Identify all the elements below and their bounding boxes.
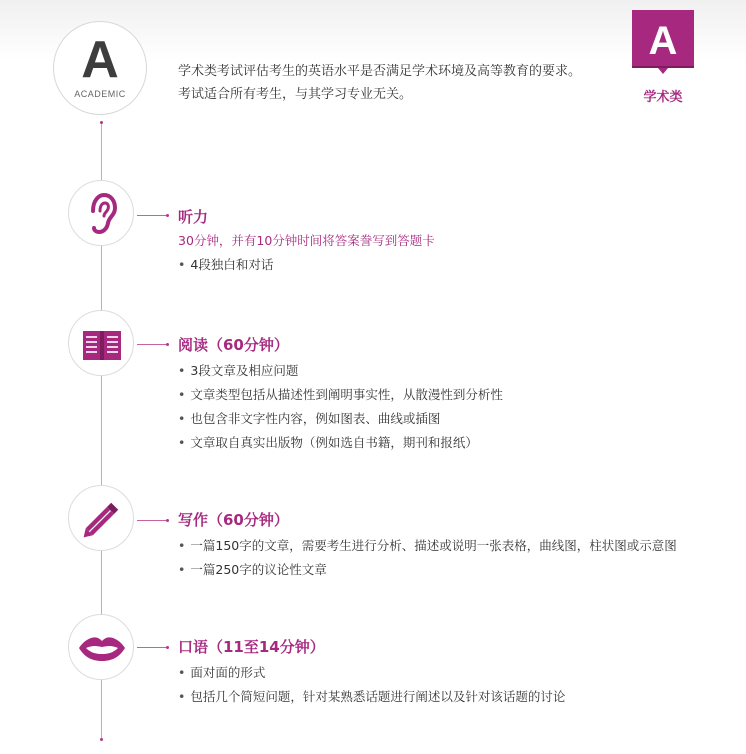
connector-line xyxy=(137,520,167,521)
bookmark-badge-icon xyxy=(632,10,694,76)
list-item: • 文章类型包括从描述性到阐明事实性，从散漫性到分析性 xyxy=(178,383,738,407)
list-item: • 4段独白和对话 xyxy=(178,253,738,277)
speaking-icon-circle xyxy=(68,614,134,680)
section-listening xyxy=(178,207,738,277)
section-title: 阅读（60分钟） xyxy=(178,336,289,354)
academic-logo-circle xyxy=(53,21,147,115)
connector-line xyxy=(137,215,167,216)
section-title: 写作（60分钟） xyxy=(178,511,289,529)
list-item: • 面对面的形式 xyxy=(178,661,738,685)
connector-dot xyxy=(166,214,169,217)
section-writing xyxy=(178,510,738,582)
connector-dot xyxy=(166,519,169,522)
pencil-icon xyxy=(69,486,135,552)
reading-icon-circle xyxy=(68,310,134,376)
badge-letter: A xyxy=(648,19,678,63)
list-item: • 一篇250字的议论性文章 xyxy=(178,558,738,582)
section-reading xyxy=(178,335,738,455)
list-item: • 文章取自真实出版物（例如选自书籍，期刊和报纸） xyxy=(178,431,738,455)
connector-line xyxy=(137,344,167,345)
section-title: 听力 xyxy=(178,208,209,226)
connector-dot xyxy=(166,343,169,346)
section-title: 口语（11至14分钟） xyxy=(178,638,325,656)
academic-subtitle: ACADEMIC xyxy=(74,89,126,99)
section-speaking xyxy=(178,637,738,709)
section-duration: 30分钟，并有10分钟时间将答案誊写到答题卡 xyxy=(178,233,435,248)
intro-line: 考试适合所有考生，与其学习专业无关。 xyxy=(178,87,413,102)
lips-icon xyxy=(69,615,135,681)
ear-icon xyxy=(69,181,135,247)
badge-label: 学术类 xyxy=(643,90,683,105)
connector-dot xyxy=(166,646,169,649)
intro-line: 学术类考试评估考生的英语水平是否满足学术环境及高等教育的要求。 xyxy=(178,64,582,79)
book-icon xyxy=(69,311,135,377)
writing-icon-circle xyxy=(68,485,134,551)
timeline-dot xyxy=(100,738,103,741)
academic-badge xyxy=(632,10,694,76)
list-item: • 包括几个简短问题，针对某熟悉话题进行阐述以及针对该话题的讨论 xyxy=(178,685,738,709)
list-item: • 3段文章及相应问题 xyxy=(178,359,738,383)
list-item: • 一篇150字的文章，需要考生进行分析、描述或说明一张表格，曲线图，柱状图或示意图 xyxy=(178,534,738,558)
list-item: • 也包含非文字性内容，例如图表、曲线或插图 xyxy=(178,407,738,431)
timeline-dot xyxy=(100,121,103,124)
listening-icon-circle xyxy=(68,180,134,246)
intro-text xyxy=(178,60,618,106)
academic-letter: A xyxy=(81,31,119,89)
connector-line xyxy=(137,647,167,648)
